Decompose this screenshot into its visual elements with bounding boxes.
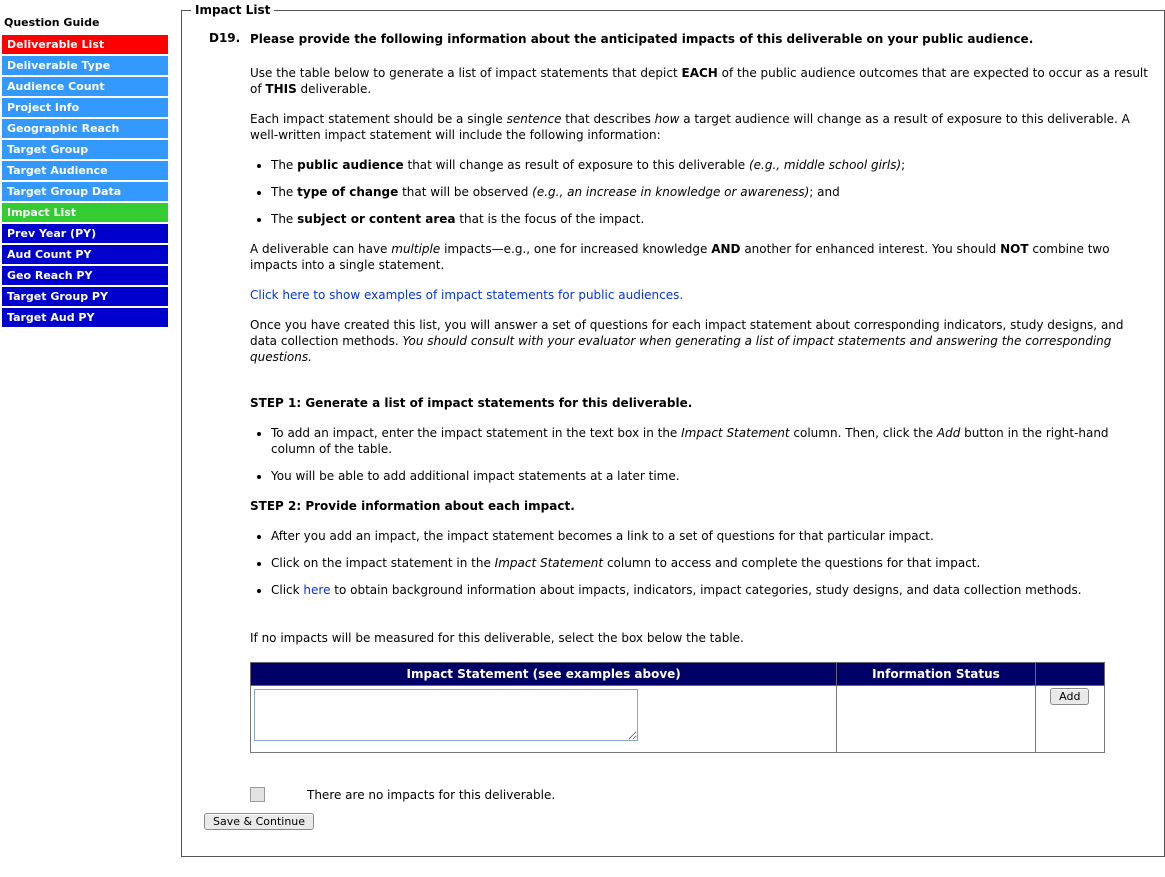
action-cell [1035, 686, 1104, 753]
step1-bullet-later-time: • You will be able to add additional impact statements at a later time. [271, 468, 1150, 484]
panel-content [182, 17, 1164, 802]
table-row [251, 686, 1105, 753]
column-header-impact-statement: Impact Statement (see examples above) [251, 663, 837, 686]
step1-bullet-add-impact: • To add an impact, enter the impact statement in the text box in the Impact Statement column. Then, click the Add button in the right-hand column of the table. [271, 425, 1150, 457]
sidebar-item-geo-reach-py[interactable]: Geo Reach PY [2, 266, 168, 285]
no-impacts-checkbox[interactable] [250, 787, 265, 802]
paragraph-multiple-impacts: A deliverable can have multiple impacts—e.g., one for increased knowledge AND another for enhanced interest. You should NOT combine two impacts into a single statement. [250, 242, 1110, 272]
sidebar-item-prev-year-py[interactable]: Prev Year (PY) [2, 224, 168, 243]
step1-bullets [250, 425, 1150, 484]
sidebar-item-deliverable-list[interactable]: Deliverable List [2, 35, 168, 54]
impact-statement-textarea[interactable] [254, 689, 638, 741]
impact-statement-cell [251, 686, 837, 753]
question-number: D19. [209, 31, 241, 45]
paragraph-once-created: Once you have created this list, you will answer a set of questions for each impact statement about corresponding indicators, study designs, and data collection methods. You should consult with your evaluator when generating a list of impact statements and answering the corresponding questions. [250, 318, 1124, 364]
bullet-type-of-change: • The type of change that will be observed (e.g., an increase in knowledge or awareness); and [271, 184, 1150, 200]
paragraph-each-statement: Each impact statement should be a single sentence that describes how a target audience will change as a result of exposure to this deliverable. A well-written impact statement will include the following information: [250, 112, 1130, 142]
column-header-information-status: Information Status [837, 663, 1035, 686]
add-button[interactable]: Add [1050, 688, 1089, 705]
statement-info-bullets [250, 157, 1150, 227]
step1-heading: STEP 1: Generate a list of impact statements for this deliverable. [250, 396, 693, 410]
examples-link[interactable]: Click here to show examples of impact statements for public audiences. [250, 288, 684, 302]
panel-legend: Impact List [195, 3, 271, 17]
information-status-cell [837, 686, 1035, 753]
sidebar-item-target-group-py[interactable]: Target Group PY [2, 287, 168, 306]
sidebar-item-target-audience[interactable]: Target Audience [2, 161, 168, 180]
sidebar-item-project-info[interactable]: Project Info [2, 98, 168, 117]
step2-bullet-click-statement: • Click on the impact statement in the Impact Statement column to access and complete the questions for that impact. [271, 555, 1150, 571]
sidebar-items [2, 35, 168, 327]
sidebar-item-audience-count[interactable]: Audience Count [2, 77, 168, 96]
no-impacts-note: If no impacts will be measured for this deliverable, select the box below the table. [250, 631, 744, 645]
column-header-action [1035, 663, 1104, 686]
question-guide-sidebar [2, 16, 168, 329]
step2-bullet-becomes-link: • After you add an impact, the impact statement becomes a link to a set of questions for that particular impact. [271, 528, 1150, 544]
sidebar-item-target-group-data[interactable]: Target Group Data [2, 182, 168, 201]
step2-bullets [250, 528, 1150, 598]
bullet-public-audience: • The public audience that will change as result of exposure to this deliverable (e.g., middle school girls); [271, 157, 1150, 173]
paragraph-use-table: Use the table below to generate a list of impact statements that depict EACH of the public audience outcomes that are expected to occur as a result of THIS deliverable. [250, 66, 1148, 96]
question-title: Please provide the following information about the anticipated impacts of this deliverable on your public audience. [250, 32, 1034, 46]
save-continue-button[interactable]: Save & Continue [204, 813, 314, 830]
sidebar-item-target-aud-py[interactable]: Target Aud PY [2, 308, 168, 327]
sidebar-item-impact-list[interactable]: Impact List [2, 203, 168, 222]
step2-heading: STEP 2: Provide information about each impact. [250, 499, 575, 513]
impact-statements-table [250, 662, 1105, 753]
sidebar-item-aud-count-py[interactable]: Aud Count PY [2, 245, 168, 264]
bullet-subject-area: • The subject or content area that is the focus of the impact. [271, 211, 1150, 227]
inline-link[interactable]: here [303, 583, 331, 597]
sidebar-item-target-group[interactable]: Target Group [2, 140, 168, 159]
sidebar-item-geographic-reach[interactable]: Geographic Reach [2, 119, 168, 138]
sidebar-item-deliverable-type[interactable]: Deliverable Type [2, 56, 168, 75]
step2-bullet-background-info: • Click here to obtain background information about impacts, indicators, impact categories, study designs, and data collection methods. [271, 582, 1150, 598]
no-impacts-checkbox-label: There are no impacts for this deliverable. [307, 787, 556, 802]
impact-list-panel [181, 3, 1165, 857]
sidebar-title: Question Guide [4, 16, 100, 29]
no-impacts-row [250, 787, 1150, 802]
